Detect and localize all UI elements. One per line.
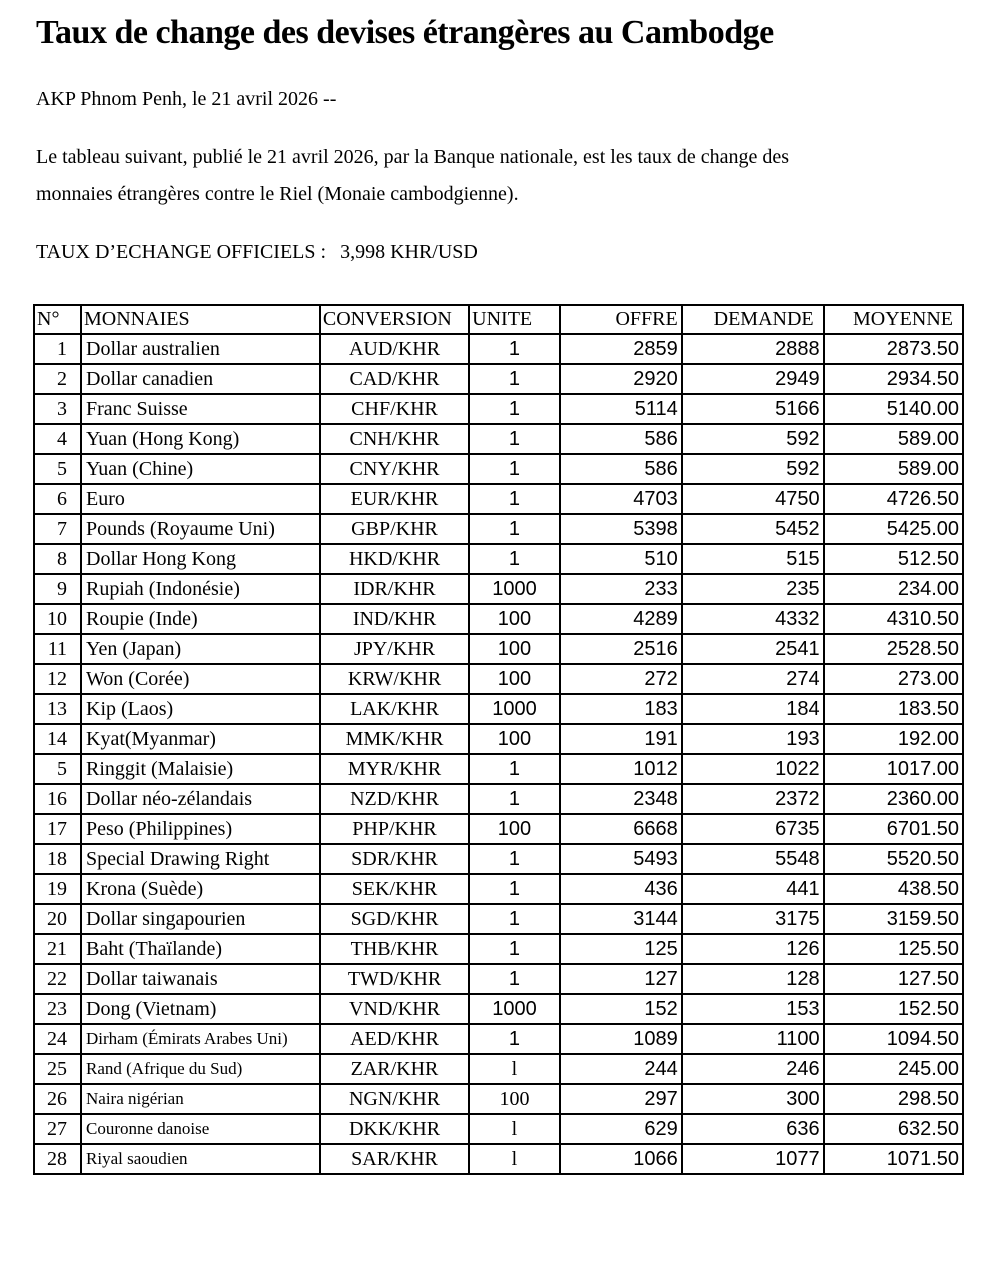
cell-name: Dollar australien <box>81 334 320 364</box>
cell-no: 4 <box>34 424 81 454</box>
cell-no: 17 <box>34 814 81 844</box>
cell-offre: 125 <box>560 934 682 964</box>
cell-unit: l <box>469 1054 560 1084</box>
cell-unit: 1000 <box>469 574 560 604</box>
cell-no: 14 <box>34 724 81 754</box>
cell-unit: 100 <box>469 724 560 754</box>
official-rate-value: 3,998 KHR/USD <box>340 241 478 263</box>
cell-conv: GBP/KHR <box>320 514 469 544</box>
cell-moyenne: 438.50 <box>824 874 963 904</box>
cell-moyenne: 192.00 <box>824 724 963 754</box>
cell-conv: PHP/KHR <box>320 814 469 844</box>
cell-demande: 2541 <box>682 634 824 664</box>
cell-moyenne: 1071.50 <box>824 1144 963 1174</box>
cell-moyenne: 589.00 <box>824 454 963 484</box>
cell-moyenne: 234.00 <box>824 574 963 604</box>
cell-demande: 5452 <box>682 514 824 544</box>
cell-moyenne: 589.00 <box>824 424 963 454</box>
cell-unit: 1000 <box>469 994 560 1024</box>
cell-unit: 1 <box>469 964 560 994</box>
cell-offre: 2516 <box>560 634 682 664</box>
table-row <box>34 544 963 574</box>
cell-moyenne: 3159.50 <box>824 904 963 934</box>
column-header-offre: OFFRE <box>560 305 682 334</box>
cell-conv: IND/KHR <box>320 604 469 634</box>
cell-conv: NZD/KHR <box>320 784 469 814</box>
cell-moyenne: 152.50 <box>824 994 963 1024</box>
table-row <box>34 844 963 874</box>
cell-name: Kip (Laos) <box>81 694 320 724</box>
cell-conv: CHF/KHR <box>320 394 469 424</box>
table-row <box>34 964 963 994</box>
cell-no: 12 <box>34 664 81 694</box>
cell-unit: 1 <box>469 844 560 874</box>
cell-moyenne: 127.50 <box>824 964 963 994</box>
cell-unit: 1 <box>469 874 560 904</box>
cell-demande: 2888 <box>682 334 824 364</box>
column-header-no: N° <box>34 305 81 334</box>
cell-unit: 1 <box>469 754 560 784</box>
exchange-rate-table <box>33 304 964 1175</box>
cell-demande: 235 <box>682 574 824 604</box>
cell-unit: l <box>469 1144 560 1174</box>
cell-no: 10 <box>34 604 81 634</box>
cell-moyenne: 4310.50 <box>824 604 963 634</box>
table-row <box>34 334 963 364</box>
table-row <box>34 1054 963 1084</box>
table-row <box>34 934 963 964</box>
cell-no: 11 <box>34 634 81 664</box>
cell-demande: 3175 <box>682 904 824 934</box>
cell-offre: 233 <box>560 574 682 604</box>
cell-unit: 1 <box>469 1024 560 1054</box>
cell-unit: 100 <box>469 1084 560 1114</box>
column-header-unit: UNITE <box>469 305 560 334</box>
cell-moyenne: 5140.00 <box>824 394 963 424</box>
cell-moyenne: 512.50 <box>824 544 963 574</box>
cell-offre: 629 <box>560 1114 682 1144</box>
cell-offre: 2920 <box>560 364 682 394</box>
cell-conv: THB/KHR <box>320 934 469 964</box>
page-title: Taux de change des devises étrangères au Cambodge <box>36 14 774 51</box>
cell-no: 24 <box>34 1024 81 1054</box>
cell-name: Dollar néo-zélandais <box>81 784 320 814</box>
table-row <box>34 364 963 394</box>
cell-conv: CAD/KHR <box>320 364 469 394</box>
cell-name: Franc Suisse <box>81 394 320 424</box>
intro-line-2: monnaies étrangères contre le Riel (Monaie cambodgienne). <box>36 183 519 205</box>
cell-no: 23 <box>34 994 81 1024</box>
cell-moyenne: 125.50 <box>824 934 963 964</box>
cell-conv: MMK/KHR <box>320 724 469 754</box>
cell-demande: 2949 <box>682 364 824 394</box>
cell-demande: 5548 <box>682 844 824 874</box>
cell-name: Yen (Japan) <box>81 634 320 664</box>
cell-unit: 1 <box>469 514 560 544</box>
cell-name: Baht (Thaïlande) <box>81 934 320 964</box>
cell-moyenne: 632.50 <box>824 1114 963 1144</box>
cell-conv: JPY/KHR <box>320 634 469 664</box>
cell-unit: 1 <box>469 364 560 394</box>
cell-offre: 244 <box>560 1054 682 1084</box>
table-row <box>34 904 963 934</box>
cell-offre: 2348 <box>560 784 682 814</box>
cell-conv: SAR/KHR <box>320 1144 469 1174</box>
intro-paragraph <box>36 139 964 213</box>
cell-name: Krona (Suède) <box>81 874 320 904</box>
cell-name: Pounds (Royaume Uni) <box>81 514 320 544</box>
cell-demande: 5166 <box>682 394 824 424</box>
cell-name: Dollar canadien <box>81 364 320 394</box>
cell-demande: 441 <box>682 874 824 904</box>
column-header-moyenne: MOYENNE <box>824 305 963 334</box>
table-row <box>34 754 963 784</box>
table-body <box>34 334 963 1174</box>
cell-no: 19 <box>34 874 81 904</box>
cell-name: Rupiah (Indonésie) <box>81 574 320 604</box>
cell-name: Ringgit (Malaisie) <box>81 754 320 784</box>
cell-name: Yuan (Chine) <box>81 454 320 484</box>
table-row <box>34 784 963 814</box>
cell-no: 28 <box>34 1144 81 1174</box>
cell-unit: 100 <box>469 814 560 844</box>
cell-conv: NGN/KHR <box>320 1084 469 1114</box>
table-row <box>34 484 963 514</box>
cell-name: Roupie (Inde) <box>81 604 320 634</box>
cell-offre: 4703 <box>560 484 682 514</box>
cell-moyenne: 273.00 <box>824 664 963 694</box>
cell-moyenne: 5520.50 <box>824 844 963 874</box>
cell-demande: 636 <box>682 1114 824 1144</box>
column-header-name: MONNAIES <box>81 305 320 334</box>
cell-name: Dollar taiwanais <box>81 964 320 994</box>
cell-no: 13 <box>34 694 81 724</box>
cell-no: 22 <box>34 964 81 994</box>
cell-no: 7 <box>34 514 81 544</box>
cell-offre: 5114 <box>560 394 682 424</box>
table-row <box>34 1144 963 1174</box>
cell-conv: HKD/KHR <box>320 544 469 574</box>
table-row <box>34 664 963 694</box>
cell-demande: 300 <box>682 1084 824 1114</box>
cell-demande: 128 <box>682 964 824 994</box>
table-row <box>34 1084 963 1114</box>
cell-name: Dollar Hong Kong <box>81 544 320 574</box>
cell-no: 3 <box>34 394 81 424</box>
table-row <box>34 514 963 544</box>
table-row <box>34 634 963 664</box>
cell-conv: TWD/KHR <box>320 964 469 994</box>
cell-conv: CNY/KHR <box>320 454 469 484</box>
cell-no: 1 <box>34 334 81 364</box>
cell-unit: 1 <box>469 454 560 484</box>
cell-demande: 1100 <box>682 1024 824 1054</box>
cell-no: 5 <box>34 454 81 484</box>
cell-conv: KRW/KHR <box>320 664 469 694</box>
cell-demande: 193 <box>682 724 824 754</box>
cell-demande: 515 <box>682 544 824 574</box>
column-header-demande: DEMANDE <box>682 305 824 334</box>
cell-no: 5 <box>34 754 81 784</box>
table-row <box>34 874 963 904</box>
cell-moyenne: 245.00 <box>824 1054 963 1084</box>
cell-unit: 1 <box>469 394 560 424</box>
cell-conv: DKK/KHR <box>320 1114 469 1144</box>
cell-demande: 4750 <box>682 484 824 514</box>
table-row <box>34 424 963 454</box>
cell-conv: SGD/KHR <box>320 904 469 934</box>
cell-unit: 100 <box>469 664 560 694</box>
cell-offre: 1089 <box>560 1024 682 1054</box>
cell-unit: 1 <box>469 904 560 934</box>
cell-offre: 3144 <box>560 904 682 934</box>
cell-unit: 1 <box>469 784 560 814</box>
cell-name: Rand (Afrique du Sud) <box>81 1054 320 1084</box>
table-row <box>34 394 963 424</box>
cell-name: Euro <box>81 484 320 514</box>
cell-demande: 126 <box>682 934 824 964</box>
cell-offre: 272 <box>560 664 682 694</box>
cell-offre: 2859 <box>560 334 682 364</box>
cell-unit: 100 <box>469 634 560 664</box>
cell-unit: 100 <box>469 604 560 634</box>
cell-conv: LAK/KHR <box>320 694 469 724</box>
cell-no: 25 <box>34 1054 81 1084</box>
cell-no: 20 <box>34 904 81 934</box>
official-rate-line <box>36 239 964 265</box>
cell-unit: 1 <box>469 544 560 574</box>
cell-no: 8 <box>34 544 81 574</box>
intro-line-1: Le tableau suivant, publié le 21 avril 2026, par la Banque nationale, est les taux de change des <box>36 146 790 168</box>
cell-moyenne: 1094.50 <box>824 1024 963 1054</box>
table-row <box>34 814 963 844</box>
cell-no: 21 <box>34 934 81 964</box>
cell-conv: CNH/KHR <box>320 424 469 454</box>
cell-conv: ZAR/KHR <box>320 1054 469 1084</box>
cell-offre: 510 <box>560 544 682 574</box>
cell-demande: 246 <box>682 1054 824 1084</box>
cell-conv: SEK/KHR <box>320 874 469 904</box>
cell-conv: SDR/KHR <box>320 844 469 874</box>
cell-name: Dollar singapourien <box>81 904 320 934</box>
cell-conv: AED/KHR <box>320 1024 469 1054</box>
table-row <box>34 574 963 604</box>
cell-name: Won (Corée) <box>81 664 320 694</box>
cell-demande: 4332 <box>682 604 824 634</box>
table-row <box>34 724 963 754</box>
cell-demande: 6735 <box>682 814 824 844</box>
cell-moyenne: 4726.50 <box>824 484 963 514</box>
table-row <box>34 1114 963 1144</box>
cell-moyenne: 298.50 <box>824 1084 963 1114</box>
cell-name: Yuan (Hong Kong) <box>81 424 320 454</box>
table-row <box>34 604 963 634</box>
cell-demande: 1022 <box>682 754 824 784</box>
cell-offre: 1066 <box>560 1144 682 1174</box>
cell-unit: 1 <box>469 934 560 964</box>
cell-name: Naira nigérian <box>81 1084 320 1114</box>
cell-offre: 1012 <box>560 754 682 784</box>
cell-offre: 191 <box>560 724 682 754</box>
cell-offre: 436 <box>560 874 682 904</box>
cell-no: 18 <box>34 844 81 874</box>
cell-moyenne: 2873.50 <box>824 334 963 364</box>
cell-no: 16 <box>34 784 81 814</box>
table-row <box>34 1024 963 1054</box>
cell-demande: 274 <box>682 664 824 694</box>
table-row <box>34 454 963 484</box>
cell-moyenne: 1017.00 <box>824 754 963 784</box>
cell-moyenne: 183.50 <box>824 694 963 724</box>
cell-offre: 127 <box>560 964 682 994</box>
cell-no: 27 <box>34 1114 81 1144</box>
cell-offre: 586 <box>560 424 682 454</box>
cell-moyenne: 2934.50 <box>824 364 963 394</box>
official-rate-label: TAUX D’ECHANGE OFFICIELS : <box>36 241 327 263</box>
table-header-row <box>34 305 963 334</box>
cell-conv: IDR/KHR <box>320 574 469 604</box>
cell-name: Dirham (Émirats Arabes Uni) <box>81 1024 320 1054</box>
cell-name: Special Drawing Right <box>81 844 320 874</box>
cell-offre: 4289 <box>560 604 682 634</box>
cell-unit: 1 <box>469 484 560 514</box>
cell-demande: 592 <box>682 454 824 484</box>
cell-conv: MYR/KHR <box>320 754 469 784</box>
cell-no: 6 <box>34 484 81 514</box>
cell-moyenne: 5425.00 <box>824 514 963 544</box>
cell-name: Riyal saoudien <box>81 1144 320 1174</box>
cell-name: Dong (Vietnam) <box>81 994 320 1024</box>
cell-unit: 1000 <box>469 694 560 724</box>
cell-offre: 152 <box>560 994 682 1024</box>
column-header-conv: CONVERSION <box>320 305 469 334</box>
cell-conv: VND/KHR <box>320 994 469 1024</box>
cell-unit: l <box>469 1114 560 1144</box>
cell-no: 26 <box>34 1084 81 1114</box>
dateline: AKP Phnom Penh, le 21 avril 2026 -- <box>36 88 337 110</box>
cell-conv: AUD/KHR <box>320 334 469 364</box>
cell-offre: 297 <box>560 1084 682 1114</box>
cell-moyenne: 2360.00 <box>824 784 963 814</box>
cell-name: Couronne danoise <box>81 1114 320 1144</box>
cell-demande: 1077 <box>682 1144 824 1174</box>
cell-demande: 184 <box>682 694 824 724</box>
cell-moyenne: 2528.50 <box>824 634 963 664</box>
cell-conv: EUR/KHR <box>320 484 469 514</box>
cell-demande: 592 <box>682 424 824 454</box>
cell-offre: 183 <box>560 694 682 724</box>
cell-offre: 586 <box>560 454 682 484</box>
cell-demande: 2372 <box>682 784 824 814</box>
cell-unit: 1 <box>469 334 560 364</box>
table-row <box>34 694 963 724</box>
cell-offre: 5398 <box>560 514 682 544</box>
cell-unit: 1 <box>469 424 560 454</box>
cell-name: Kyat(Myanmar) <box>81 724 320 754</box>
cell-demande: 153 <box>682 994 824 1024</box>
cell-offre: 5493 <box>560 844 682 874</box>
cell-name: Peso (Philippines) <box>81 814 320 844</box>
cell-moyenne: 6701.50 <box>824 814 963 844</box>
cell-no: 2 <box>34 364 81 394</box>
table-row <box>34 994 963 1024</box>
cell-offre: 6668 <box>560 814 682 844</box>
cell-no: 9 <box>34 574 81 604</box>
